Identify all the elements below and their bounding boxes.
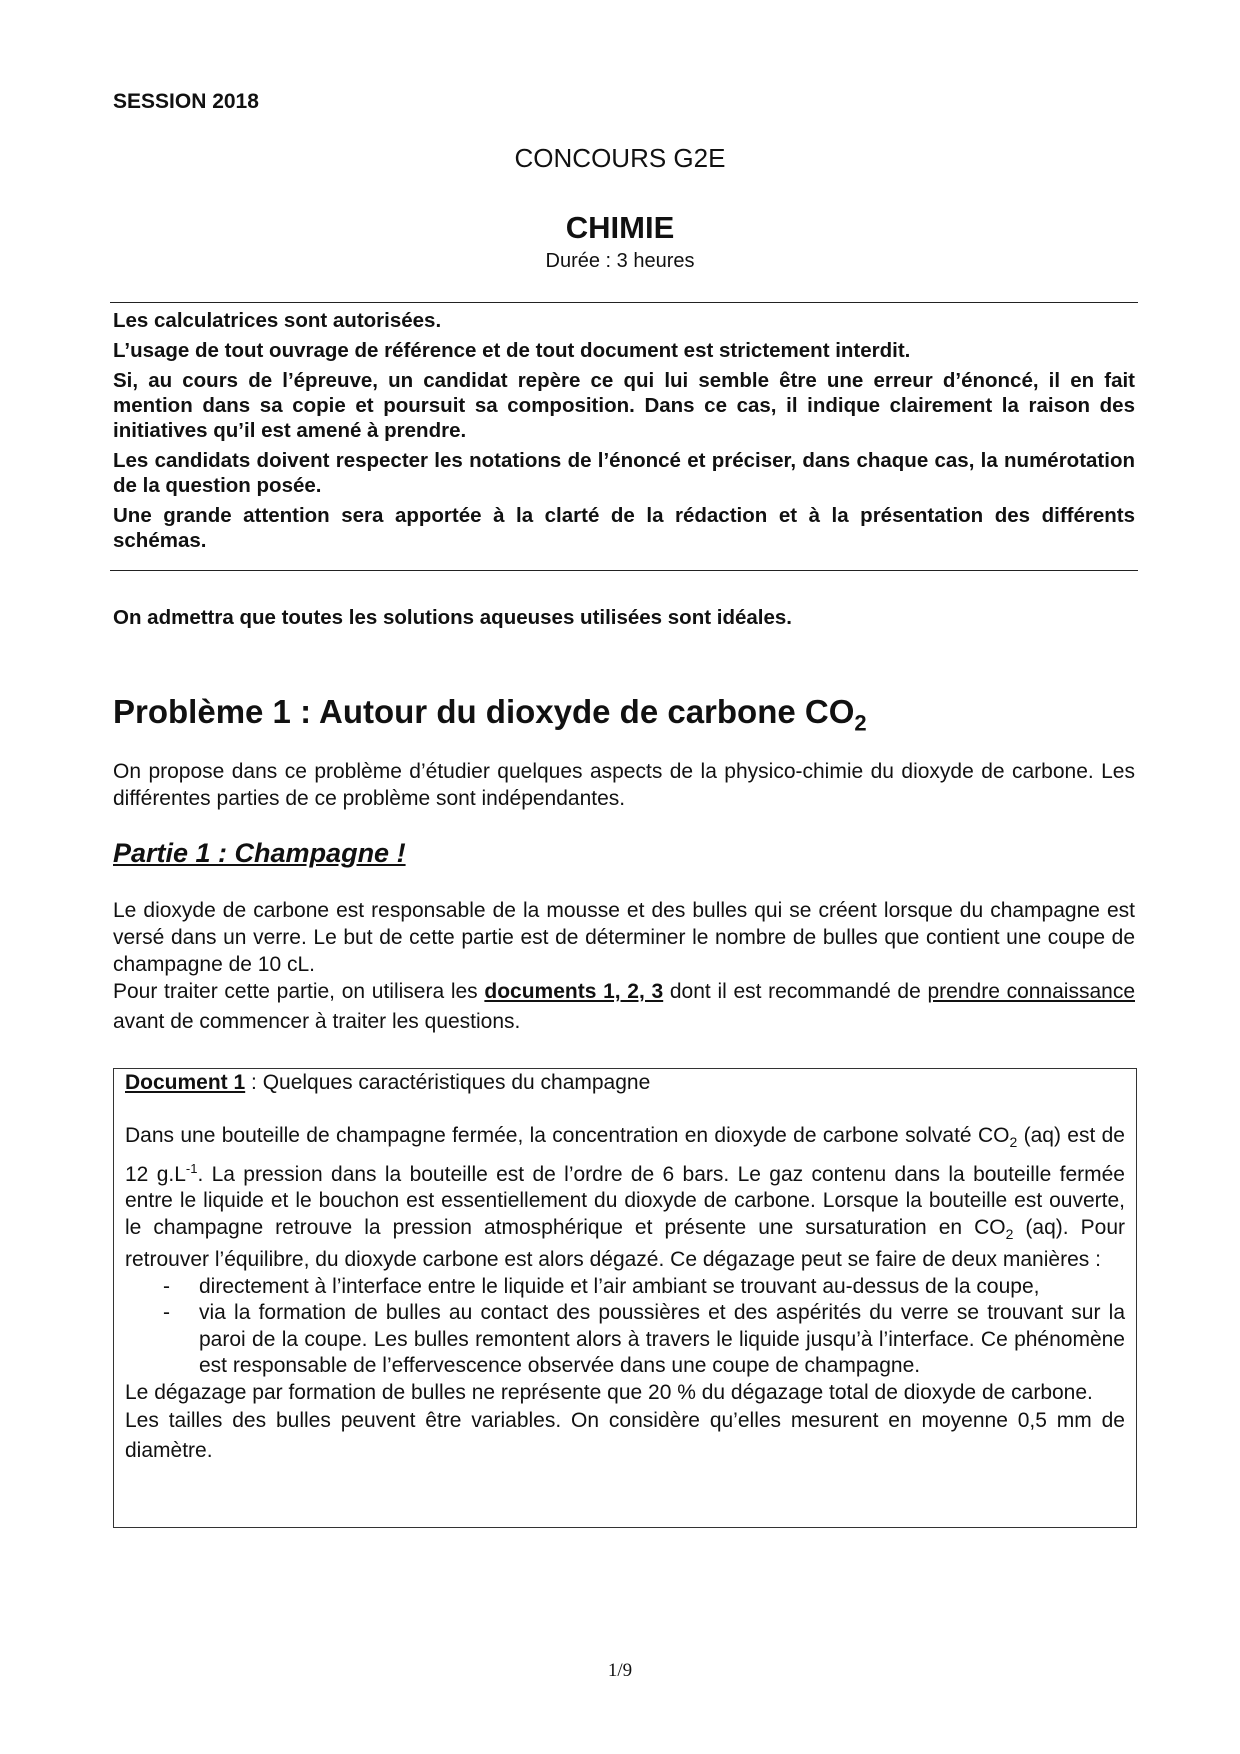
bullet-item <box>125 1274 1125 1301</box>
subscript: 2 <box>1005 1225 1014 1242</box>
instructions-block <box>113 308 1135 558</box>
problem-title-subscript: 2 <box>854 710 867 736</box>
problem-title <box>113 693 867 737</box>
instructions-top-rule <box>110 302 1138 303</box>
document-1-box <box>113 1068 1137 1528</box>
instruction-notations: Les candidats doivent respecter les notations de l’énoncé et préciser, dans chaque cas, la numérotation de la question posée. <box>113 449 1135 497</box>
text-run: Dans une bouteille de champagne fermée, la concentration en dioxyde de carbone solvaté CO <box>125 1124 1010 1147</box>
part-title: Partie 1 : Champagne ! <box>113 838 406 868</box>
documents-reference: documents 1, 2, 3 <box>484 980 664 1003</box>
document-1-heading <box>125 1071 650 1095</box>
text-run: (aq) est de 12 g.L <box>125 1124 1125 1186</box>
document-1-body <box>125 1123 1125 1466</box>
document-1-bubble-size: Les tailles des bulles peuvent être variables. On considère qu’elles mesurent en moyenne 0,5 mm de diamètre. <box>125 1409 1125 1463</box>
bullet-dash: - <box>163 1274 170 1298</box>
document-1-title: : Quelques caractéristiques du champagne <box>245 1071 651 1094</box>
instructions-bottom-rule <box>110 570 1138 571</box>
instruction-calculators: Les calculatrices sont autorisées. <box>113 309 442 332</box>
document-1-paragraph <box>125 1123 1125 1274</box>
text-run: . La pression dans la bouteille est de l’ordre de 6 bars. Le gaz contenu dans la bouteille fermée entre le liquide et le bouchon est essentiellement du dioxyde de carbone. Lorsque la bouteille est ouverte, le champagne retrouve la pression atmosphérique et présente une sursaturation en CO <box>125 1162 1125 1239</box>
bullet-dash: - <box>163 1301 170 1325</box>
bullet-text: directement à l’interface entre le liquide et l’air ambiant se trouvant au-dessus de la coupe, <box>199 1274 1040 1298</box>
superscript: -1 <box>185 1160 198 1176</box>
concours-title: CONCOURS G2E <box>514 143 726 173</box>
problem-intro: On propose dans ce problème d’étudier quelques aspects de la physico-chimie du dioxyde de carbone. Les différentes parties de ce problème sont indépendantes. <box>113 760 1135 810</box>
page-number: 1/9 <box>607 1660 633 1681</box>
subject-title: CHIMIE <box>565 210 675 245</box>
instruction-clarity: Une grande attention sera apportée à la clarté de la rédaction et à la présentation des différents schémas. <box>113 504 1135 552</box>
document-1-label: Document 1 <box>125 1071 246 1094</box>
part-paragraph: Le dioxyde de carbone est responsable de la mousse et des bulles qui se créent lorsque du champagne est versé dans un verre. Le but de cette partie est de déterminer le nombre de bulles que contient une coupe de champagne de 10 cL. <box>113 899 1135 976</box>
part-documents-paragraph <box>113 977 1135 1037</box>
exam-duration: Durée : 3 heures <box>545 250 695 272</box>
text-run: Pour traiter cette partie, on utilisera les <box>113 980 485 1003</box>
bullet-text: via la formation de bulles au contact des poussières et des aspérités du verre se trouvant sur la paroi de la coupe. Les bulles remontent alors à travers le liquide jusqu’à l’interface. Ce phénomène est responsable de l’effervescence observée dans une coupe de champagne. <box>199 1301 1125 1378</box>
instruction-errors: Si, au cours de l’épreuve, un candidat repère ce qui lui semble être une erreur d’énoncé, il en fait mention dans sa copie et poursuit sa composition. Dans ce cas, il indique clairement la raison des initiatives qu’il est amené à prendre. <box>113 369 1135 442</box>
text-run: avant de commencer à traiter les questions. <box>113 1010 521 1033</box>
document-1-degassing-note: Le dégazage par formation de bulles ne représente que 20 % du dégazage total de dioxyde de carbone. <box>125 1380 1093 1404</box>
subscript: 2 <box>1009 1134 1018 1151</box>
instruction-documents: L’usage de tout ouvrage de référence et de tout document est strictement interdit. <box>113 339 911 362</box>
problem-title-text: Problème 1 : Autour du dioxyde de carbone CO <box>113 693 855 730</box>
text-run: dont il est recommandé de <box>663 980 928 1003</box>
text-run: (aq). Pour retrouver l’équilibre, du dioxyde carbone est alors dégazé. Ce dégazage peut se faire de deux manières : <box>125 1215 1125 1272</box>
ideal-solutions-note: On admettra que toutes les solutions aqueuses utilisées sont idéales. <box>113 606 792 629</box>
session-label: SESSION 2018 <box>113 90 259 113</box>
bullet-item <box>125 1300 1125 1380</box>
underlined-phrase: prendre connaissance <box>927 980 1135 1003</box>
